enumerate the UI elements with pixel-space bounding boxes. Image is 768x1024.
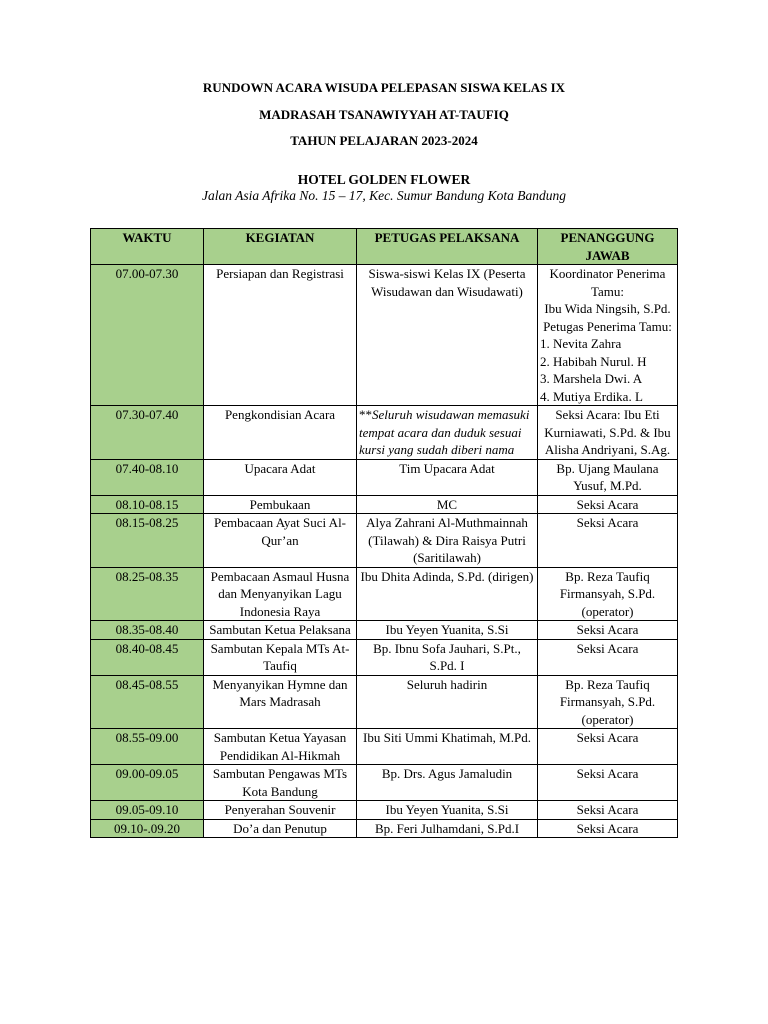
activity-cell: Sambutan Ketua Pelaksana bbox=[204, 621, 357, 640]
time-cell: 09.10-.09.20 bbox=[91, 819, 204, 838]
responsible-cell: Bp. Ujang Maulana Yusuf, M.Pd. bbox=[538, 459, 678, 495]
executor-cell bbox=[357, 406, 538, 460]
time-cell: 09.00-09.05 bbox=[91, 765, 204, 801]
table-row bbox=[91, 765, 678, 801]
venue-address: Jalan Asia Afrika No. 15 – 17, Kec. Sumur Bandung Kota Bandung bbox=[202, 188, 566, 203]
table-row bbox=[91, 729, 678, 765]
responsible-cell: Seksi Acara: Ibu Eti Kurniawati, S.Pd. & Ibu Alisha Andriyani, S.Ag. bbox=[538, 406, 678, 460]
responsible-cell: Seksi Acara bbox=[538, 639, 678, 675]
executor-cell: Ibu Dhita Adinda, S.Pd. (dirigen) bbox=[357, 567, 538, 621]
responsible-cell: Seksi Acara bbox=[538, 765, 678, 801]
activity-cell: Persiapan dan Registrasi bbox=[204, 265, 357, 406]
document-title: RUNDOWN ACARA WISUDA PELEPASAN SISWA KELAS IX bbox=[202, 80, 566, 95]
executor-cell: Ibu Siti Ummi Khatimah, M.Pd. bbox=[357, 729, 538, 765]
activity-cell: Pengkondisian Acara bbox=[204, 406, 357, 460]
table-row bbox=[91, 567, 678, 621]
list-item: 1. Nevita Zahra bbox=[540, 336, 622, 351]
table-row bbox=[91, 514, 678, 568]
table-row bbox=[91, 801, 678, 820]
note-text: Seluruh wisudawan memasuki tempat acara dan duduk sesuai kursi yang sudah diberi nama bbox=[359, 407, 530, 457]
time-cell: 08.40-08.45 bbox=[91, 639, 204, 675]
responsible-line: Ibu Wida Ningsih, S.Pd. bbox=[544, 301, 671, 316]
responsible-cell: Seksi Acara bbox=[538, 729, 678, 765]
executor-cell: Tim Upacara Adat bbox=[357, 459, 538, 495]
table-row bbox=[91, 621, 678, 640]
column-header-kegiatan: KEGIATAN bbox=[204, 229, 357, 265]
responsible-cell: Seksi Acara bbox=[538, 819, 678, 838]
executor-cell: Ibu Yeyen Yuanita, S.Si bbox=[357, 621, 538, 640]
column-header-waktu: WAKTU bbox=[91, 229, 204, 265]
table-row bbox=[91, 675, 678, 729]
time-cell: 07.40-08.10 bbox=[91, 459, 204, 495]
time-cell: 08.45-08.55 bbox=[91, 675, 204, 729]
table-row bbox=[91, 819, 678, 838]
responsible-cell: Seksi Acara bbox=[538, 801, 678, 820]
responsible-line: Koordinator Penerima Tamu: bbox=[549, 266, 666, 299]
table-row bbox=[91, 265, 678, 406]
table-row bbox=[91, 459, 678, 495]
table-header-row bbox=[91, 229, 678, 265]
column-header-penanggung-jawab: PENANGGUNG JAWAB bbox=[538, 229, 678, 265]
note-marker: ** bbox=[359, 407, 372, 422]
responsible-cell: Seksi Acara bbox=[538, 621, 678, 640]
time-cell: 07.30-07.40 bbox=[91, 406, 204, 460]
column-header-petugas: PETUGAS PELAKSANA bbox=[357, 229, 538, 265]
academic-year: TAHUN PELAJARAN 2023-2024 bbox=[290, 133, 478, 148]
activity-cell: Sambutan Kepala MTs At-Taufiq bbox=[204, 639, 357, 675]
executor-cell: Bp. Ibnu Sofa Jauhari, S.Pt., S.Pd. I bbox=[357, 639, 538, 675]
time-cell: 08.35-08.40 bbox=[91, 621, 204, 640]
executor-cell: Bp. Feri Julhamdani, S.Pd.I bbox=[357, 819, 538, 838]
activity-cell: Do’a dan Penutup bbox=[204, 819, 357, 838]
executor-cell: Ibu Yeyen Yuanita, S.Si bbox=[357, 801, 538, 820]
activity-cell: Sambutan Pengawas MTs Kota Bandung bbox=[204, 765, 357, 801]
list-item: 3. Marshela Dwi. A bbox=[540, 371, 643, 386]
table-row bbox=[91, 495, 678, 514]
time-cell: 07.00-07.30 bbox=[91, 265, 204, 406]
rundown-table bbox=[90, 228, 678, 838]
executor-cell: Bp. Drs. Agus Jamaludin bbox=[357, 765, 538, 801]
activity-cell: Penyerahan Souvenir bbox=[204, 801, 357, 820]
time-cell: 08.25-08.35 bbox=[91, 567, 204, 621]
responsible-cell: Bp. Reza Taufiq Firmansyah, S.Pd. (operator) bbox=[538, 567, 678, 621]
responsible-cell: Seksi Acara bbox=[538, 495, 678, 514]
school-name: MADRASAH TSANAWIYYAH AT-TAUFIQ bbox=[259, 107, 509, 122]
activity-cell: Sambutan Ketua Yayasan Pendidikan Al-Hikmah bbox=[204, 729, 357, 765]
activity-cell: Pembukaan bbox=[204, 495, 357, 514]
time-cell: 08.15-08.25 bbox=[91, 514, 204, 568]
activity-cell: Pembacaan Ayat Suci Al-Qur’an bbox=[204, 514, 357, 568]
time-cell: 08.10-08.15 bbox=[91, 495, 204, 514]
executor-cell: Alya Zahrani Al-Muthmainnah (Tilawah) & Dira Raisya Putri (Saritilawah) bbox=[357, 514, 538, 568]
table-row bbox=[91, 406, 678, 460]
responsible-cell: Bp. Reza Taufiq Firmansyah, S.Pd. (operator) bbox=[538, 675, 678, 729]
table-row bbox=[91, 639, 678, 675]
list-item: 4. Mutiya Erdika. L bbox=[540, 388, 643, 404]
list-item: 2. Habibah Nurul. H bbox=[540, 353, 647, 369]
executor-cell: MC bbox=[357, 495, 538, 514]
venue-name: HOTEL GOLDEN FLOWER bbox=[297, 172, 471, 187]
time-cell: 09.05-09.10 bbox=[91, 801, 204, 820]
responsible-cell bbox=[538, 265, 678, 406]
executor-cell: Seluruh hadirin bbox=[357, 675, 538, 729]
activity-cell: Menyanyikan Hymne dan Mars Madrasah bbox=[204, 675, 357, 729]
activity-cell: Pembacaan Asmaul Husna dan Menyanyikan Lagu Indonesia Raya bbox=[204, 567, 357, 621]
executor-cell: Siswa-siswi Kelas IX (Peserta Wisudawan dan Wisudawati) bbox=[357, 265, 538, 406]
activity-cell: Upacara Adat bbox=[204, 459, 357, 495]
responsible-line: Petugas Penerima Tamu: bbox=[543, 318, 672, 334]
responsible-cell: Seksi Acara bbox=[538, 514, 678, 568]
time-cell: 08.55-09.00 bbox=[91, 729, 204, 765]
